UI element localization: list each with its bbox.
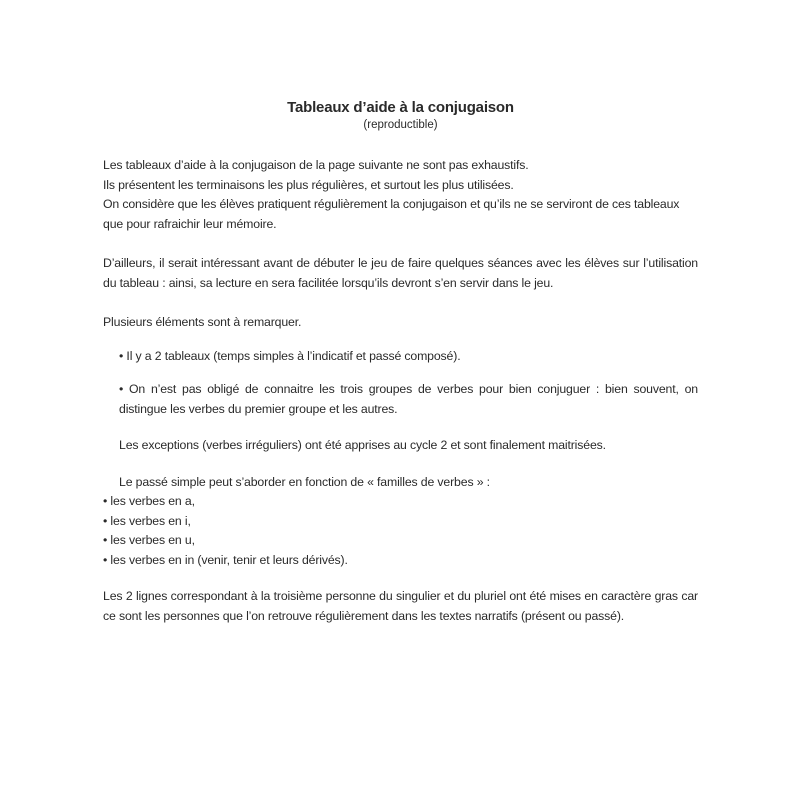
verb-families-list [103,492,698,570]
bullet-tables: • Il y a 2 tableaux (temps simples à l’indicatif et passé composé). [119,348,461,363]
paragraph-exceptions: Les exceptions (verbes irréguliers) ont été apprises au cycle 2 et sont finalement maitrisées. [119,438,606,452]
list-item: • les verbes en u, [103,533,195,547]
paragraph-usage: D’ailleurs, il serait intéressant avant de débuter le jeu de faire quelques séances avec les élèves sur l’utilisation du tableau : ainsi, sa lecture en sera facilitée lorsqu’ils devront s’en servir dans le jeu. [103,256,698,290]
intro-line: Ils présentent les terminaisons les plus régulières, et surtout les plus utilisées. [103,177,514,192]
page-title: Tableaux d’aide à la conjugaison [287,99,514,116]
intro-line: On considère que les élèves pratiquent régulièrement la conjugaison et qu’ils ne se serviront de ces tableaux que pour rafraichir leur mémoire. [103,197,680,231]
list-item: • les verbes en a, [103,494,195,508]
bullet-verb-groups: • On n’est pas obligé de connaitre les trois groupes de verbes pour bien conjuguer : bien souvent, on distingue les verbes du premier groupe et les autres. [119,382,698,416]
intro-line: Les tableaux d’aide à la conjugaison de la page suivante ne sont pas exhaustifs. [103,158,529,172]
paragraph-remarks: Plusieurs éléments sont à remarquer. [103,315,302,329]
page-subtitle: (reproductible) [363,119,438,131]
intro-paragraph [103,156,698,234]
paragraph-conclusion: Les 2 lignes correspondant à la troisième personne du singulier et du pluriel ont été mises en caractère gras car ce sont les personnes que l’on retrouve régulièrement dans les textes narratifs (présent ou passé). [103,589,698,623]
list-item: • les verbes en in (venir, tenir et leurs dérivés). [103,552,348,567]
document-page [103,98,698,626]
list-item: • les verbes en i, [103,513,191,528]
paragraph-passe-simple: Le passé simple peut s’aborder en fonction de « familles de verbes » : [119,474,490,489]
